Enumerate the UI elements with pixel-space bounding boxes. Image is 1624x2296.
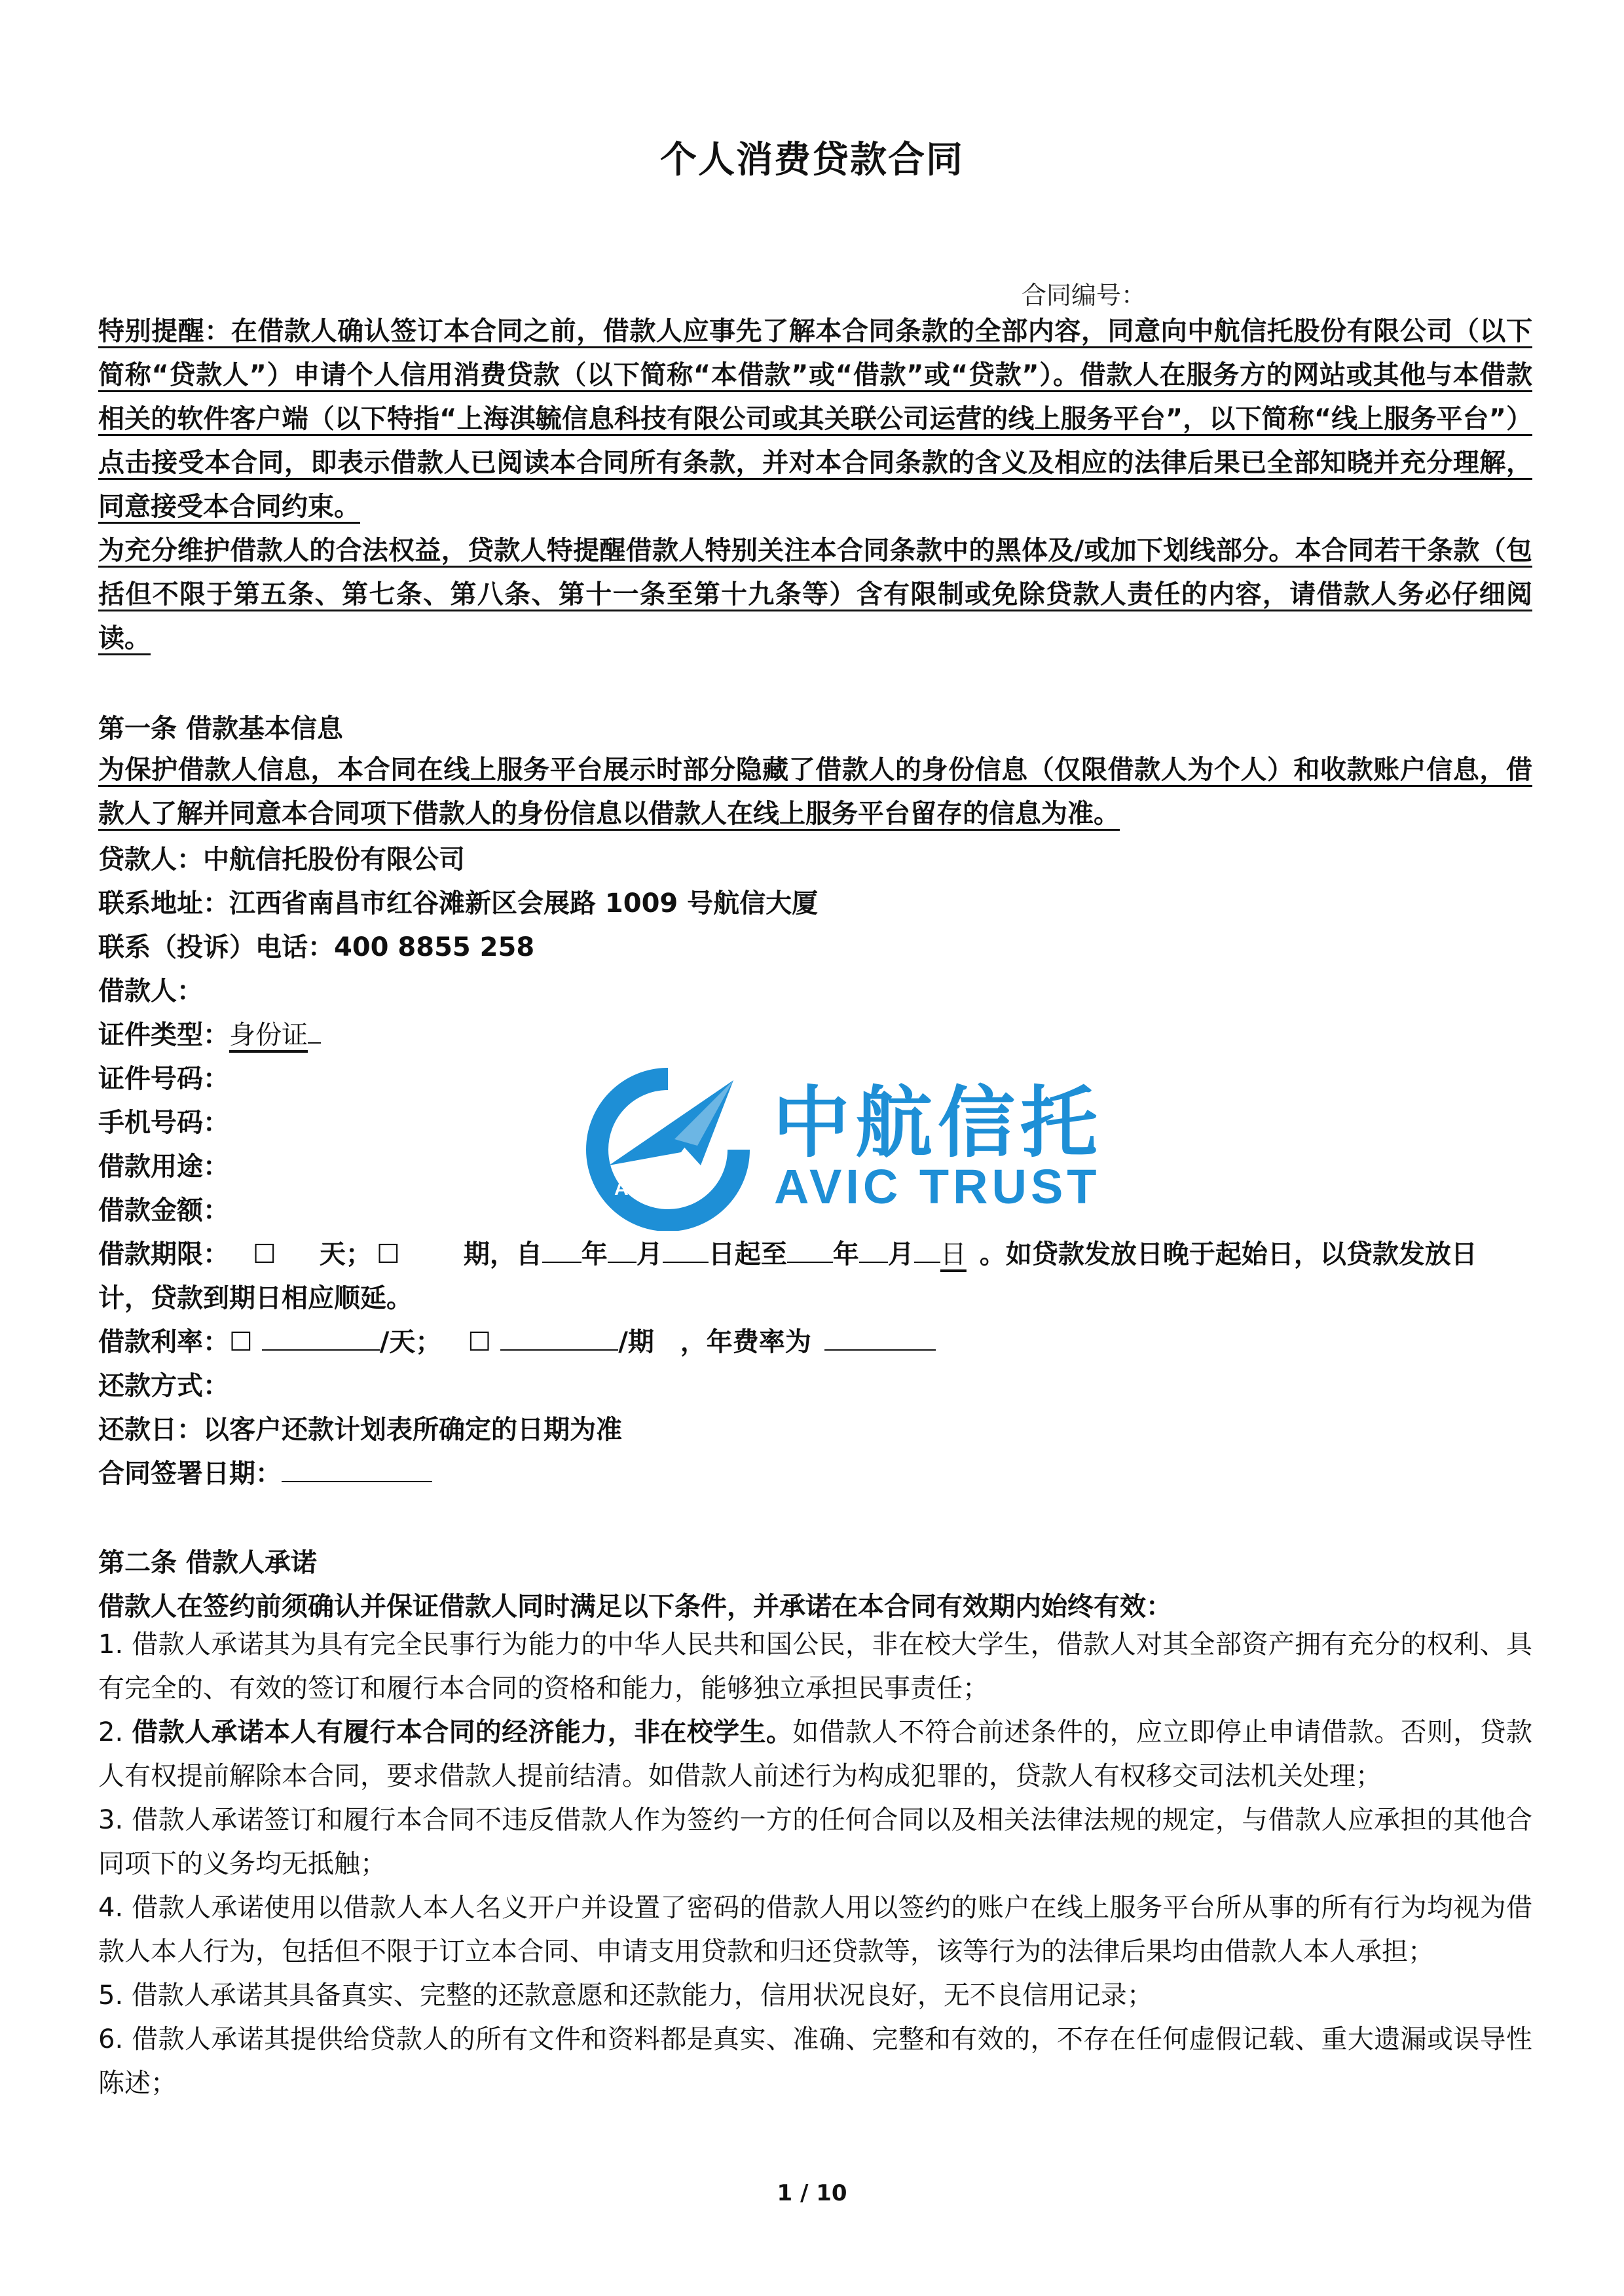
- term-line2: 计，贷款到期日相应顺延。: [98, 1283, 413, 1313]
- lender-line: 贷款人：中航信托股份有限公司: [98, 845, 465, 875]
- end-year-blank: [787, 1238, 833, 1263]
- sign-date-row: [98, 1457, 1539, 1490]
- avic-trust-logo: [570, 1061, 1103, 1231]
- commitment-item-6: 6. 借款人承诺其提供给贷款人的所有文件和资料都是真实、准确、完整和有效的，不存在任何虚假记载、重大遗漏或误导性陈述；: [98, 2024, 1532, 2098]
- special-notice-para1: 特别提醒：在借款人确认签订本合同之前，借款人应事先了解本合同条款的全部内容，同意向中航信托股份有限公司（以下简称“贷款人”）申请个人信用消费贷款（以下简称“本借款”或“借款”或“贷款”）。借款人在服务方的网站或其他与本借款相关的软件客户端（以下特指“上海淇毓信息科技有限公司或其关联公司运营的线上服务平台”，以下简称“线上服务平台”）点击接受本合同，即表示借款人已阅读本合同所有条款，并对本合同条款的含义及相应的法律后果已全部知晓并充分理解，同意接受本合同约束。: [98, 316, 1532, 522]
- rate-day-checkbox[interactable]: ☐: [229, 1327, 262, 1357]
- article2-intro: 借款人在签约前须确认并保证借款人同时满足以下条件，并承诺在本合同有效期内始终有效：: [98, 1592, 1172, 1622]
- start-year-blank: [542, 1238, 581, 1263]
- end-day-label: 日: [940, 1239, 967, 1269]
- end-month-blank: [859, 1238, 888, 1263]
- start-day-blank: [663, 1238, 709, 1263]
- rate-row: [98, 1326, 1539, 1358]
- term-period-text: 期，自: [463, 1239, 542, 1269]
- logo-english-name: AVIC TRUST: [774, 1159, 1101, 1214]
- end-day-blank: [914, 1238, 940, 1263]
- annual-rate-label: ，年费率为: [680, 1327, 811, 1357]
- rate-day-unit: /天；: [379, 1327, 442, 1357]
- phone-line: 联系（投诉）电话：400 8855 258: [98, 932, 535, 962]
- id-type-value: 身份证: [229, 1020, 308, 1050]
- term-day-checkbox[interactable]: ☐: [253, 1239, 276, 1269]
- contract-number-label: 合同编号：: [1022, 281, 1147, 310]
- term-day-text: 天；: [319, 1239, 372, 1269]
- logo-chinese-name: 中航信托: [773, 1078, 1103, 1168]
- article2-heading: 第二条 借款人承诺: [98, 1548, 317, 1578]
- id-type-label: 证件类型：: [98, 1020, 229, 1050]
- start-day-label: 日起至: [708, 1239, 787, 1269]
- item2-bold-text: 借款人承诺本人有履行本合同的经济能力，非在校学生。: [132, 1717, 793, 1747]
- commitment-item-4: 4. 借款人承诺使用以借款人本人名义开户并设置了密码的借款人用以签约的账户在线上服务平台所从事的所有行为均视为借款人本人行为，包括但不限于订立本合同、申请支用贷款和归还贷款等，该等行为的法律后果均由借款人本人承担；: [98, 1893, 1532, 1967]
- start-month-blank: [608, 1238, 637, 1263]
- commitment-item-3: 3. 借款人承诺签订和履行本合同不违反借款人作为签约一方的任何合同以及相关法律法规的规定，与借款人应承担的其他合同项下的义务均无抵触；: [98, 1805, 1532, 1879]
- article1-heading: 第一条 借款基本信息: [98, 714, 343, 744]
- end-month-label: 月: [887, 1239, 914, 1269]
- avic-emblem-icon: [570, 1067, 766, 1231]
- rate-period-unit: /期: [618, 1327, 654, 1357]
- start-year-label: 年: [581, 1239, 608, 1269]
- page-title: 个人消费贷款合同: [660, 139, 964, 181]
- repay-day-line: 还款日：以客户还款计划表所确定的日期为准: [98, 1415, 622, 1445]
- commitment-item-5: 5. 借款人承诺其具备真实、完整的还款意愿和还款能力，信用状况良好，无不良信用记录；: [98, 1980, 1153, 2011]
- address-line: 联系地址：江西省南昌市红谷滩新区会展路 1009 号航信大厦: [98, 888, 819, 919]
- commitment-item-1: 1. 借款人承诺其为具有完全民事行为能力的中华人民共和国公民，非在校大学生，借款人对其全部资产拥有充分的权利、具有完全的、有效的签订和履行本合同的资格和能力，能够独立承担民事责任；: [98, 1630, 1532, 1704]
- sign-date-label: 合同签署日期：: [98, 1459, 282, 1489]
- commitment-item-2: [98, 1711, 1532, 1798]
- id-type-underline: [308, 1019, 321, 1044]
- term-tail: 。如贷款发放日晚于起始日，以贷款发放日: [979, 1239, 1477, 1269]
- rate-period-checkbox[interactable]: ☐: [468, 1327, 501, 1357]
- purpose-label: 借款用途：: [98, 1152, 229, 1182]
- term-period-checkbox[interactable]: ☐: [376, 1239, 400, 1269]
- mobile-label: 手机号码：: [98, 1108, 229, 1138]
- rate-period-blank: [500, 1326, 618, 1351]
- amount-label: 借款金额：: [98, 1195, 229, 1226]
- borrower-label: 借款人：: [98, 976, 203, 1006]
- avic-badge-text: AVIC: [614, 1178, 660, 1199]
- sign-date-blank: [282, 1457, 432, 1482]
- page-number: 1 / 10: [777, 2180, 847, 2206]
- annual-rate-blank: [824, 1326, 936, 1351]
- term-label: 借款期限：: [98, 1239, 229, 1269]
- id-type-row: [98, 1019, 1539, 1051]
- term-row: [98, 1238, 1539, 1271]
- privacy-note: 为保护借款人信息，本合同在线上服务平台展示时部分隐藏了借款人的身份信息（仅限借款人为个人）和收款账户信息，借款人了解并同意本合同项下借款人的身份信息以借款人在线上服务平台留存的信息为准。: [98, 755, 1532, 829]
- repay-method-label: 还款方式：: [98, 1371, 229, 1401]
- id-number-label: 证件号码：: [98, 1064, 229, 1094]
- special-notice-para2: 为充分维护借款人的合法权益，贷款人特提醒借款人特别关注本合同条款中的黑体及/或加下划线部分。本合同若干条款（包括但不限于第五条、第七条、第八条、第十一条至第十九条等）含有限制或免除贷款人责任的内容，请借款人务必仔细阅读。: [98, 536, 1532, 653]
- rate-label: 借款利率：: [98, 1327, 229, 1357]
- item2-number: 2.: [98, 1717, 132, 1747]
- rate-day-blank: [262, 1326, 380, 1351]
- end-year-label: 年: [832, 1239, 859, 1269]
- start-month-label: 月: [636, 1239, 663, 1269]
- item2-rest-text: 如借款人不符合前述条件的，应立即停止申请借款。否则，贷款人有权提前解除本合同，要求借款人提前结清。如借款人前述行为构成犯罪的，贷款人有权移交司法机关处理；: [98, 1717, 1532, 1791]
